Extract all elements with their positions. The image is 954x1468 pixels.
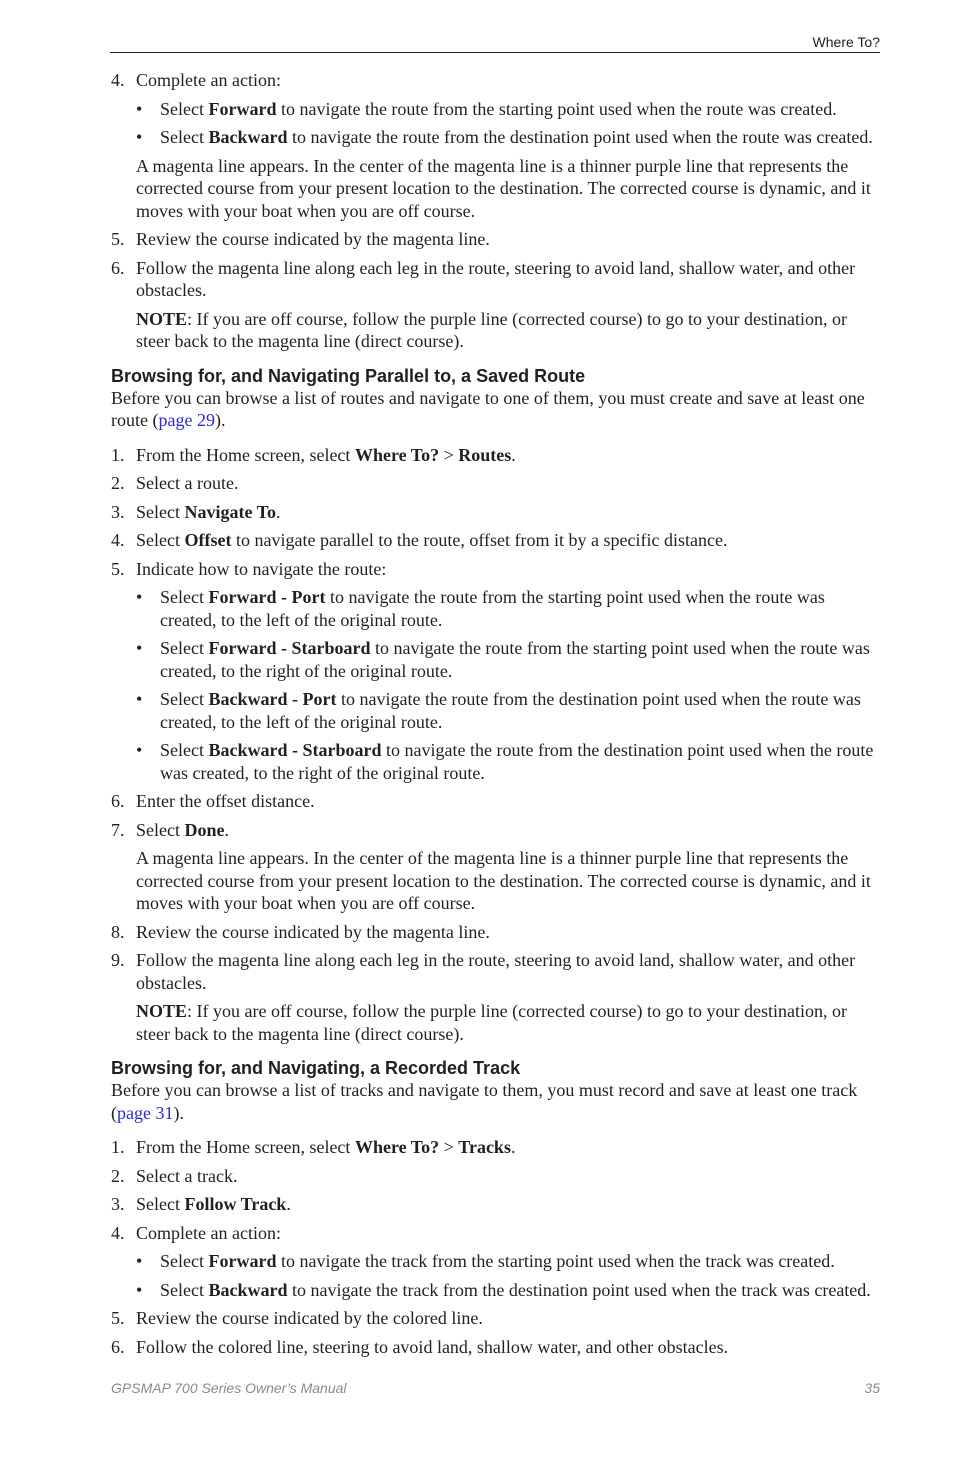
bullet-item [111, 1279, 881, 1302]
step-item [111, 921, 881, 944]
paragraph: A magenta line appears. In the center of the magenta line is a thinner purple line that represents the corrected course from your present location to the destination. The corrected course is dynamic, and it moves with your boat when you are off course. [136, 155, 871, 221]
step-number: 2. [111, 473, 125, 493]
step-text: Select a route. [136, 473, 239, 493]
step-number: 5. [111, 229, 125, 249]
bold-term: Tracks [458, 1137, 511, 1157]
step-text: Complete an action: [136, 1222, 281, 1243]
note-paragraph [111, 308, 881, 353]
step-text: to navigate parallel to the route, offset from it by a specific distance. [231, 530, 728, 550]
bullet-text: Select [160, 587, 209, 607]
step-text: Select a track. [136, 1165, 238, 1186]
section-intro [111, 387, 881, 432]
bold-term: Forward - Starboard [208, 638, 371, 658]
step-item [111, 472, 881, 495]
step-number: 6. [111, 791, 125, 811]
bullet-text: to navigate the track from the starting point used when the track was created. [276, 1251, 835, 1271]
step-text: Select [136, 530, 185, 550]
bold-term: Backward [208, 127, 288, 147]
bullet-text: to navigate the track from the destination point used when the track was created. [287, 1279, 871, 1300]
footer-page-number: 35 [864, 1380, 880, 1396]
bullet-text: to navigate the route from the starting point used when the route was created, to the right of the original route. [160, 638, 870, 681]
step-item [111, 1222, 881, 1245]
bullet-item [111, 739, 881, 784]
step-item [111, 1336, 881, 1359]
step-item [111, 1307, 881, 1330]
bullet-text: Select [160, 689, 209, 709]
step-number: 9. [111, 950, 125, 970]
bullet-item [111, 126, 881, 149]
step-text: Select [136, 1194, 185, 1214]
bullet-mark: • [136, 98, 143, 119]
step-number: 6. [111, 1336, 125, 1357]
header-rule [110, 52, 880, 53]
bullet-text: Select [160, 740, 209, 760]
bullet-item [111, 586, 881, 631]
section-heading: Browsing for, and Navigating Parallel to, a Saved Route [111, 365, 586, 386]
section-heading: Browsing for, and Navigating, a Recorded Track [111, 1058, 521, 1078]
bullet-text: Select [160, 1251, 209, 1271]
bullet-text: to navigate the route from the destination point used when the route was created. [287, 127, 873, 147]
note-label: NOTE [136, 308, 188, 329]
step-text: > [439, 1137, 459, 1157]
step-number: 1. [111, 444, 125, 465]
step-item [111, 444, 881, 467]
step-number: 3. [111, 501, 125, 522]
bullet-text: to navigate the route from the starting point used when the route was created, to the left of the original route. [160, 587, 825, 630]
step-number: 4. [111, 530, 125, 550]
step-text: From the Home screen, select [136, 444, 355, 465]
bold-term: Forward [208, 98, 277, 119]
step-text: > [439, 444, 459, 465]
bold-term: Forward - Port [208, 587, 326, 607]
step-item [111, 1136, 881, 1159]
bold-term: Routes [458, 444, 512, 465]
step-item [111, 257, 881, 302]
intro-text: ). [173, 1102, 184, 1123]
intro-text: Before you can browse a list of routes and navigate to one of them, you must create and save at least one route ( [111, 387, 865, 430]
step-item [111, 529, 881, 552]
bullet-text: to navigate the route from the destination point used when the route was created, to the right of the original route. [160, 740, 874, 783]
bold-term: Done [184, 819, 225, 840]
note-paragraph [111, 1000, 881, 1045]
bold-term: Forward [208, 1251, 277, 1271]
step-number: 8. [111, 921, 125, 942]
page-link[interactable]: page 31 [117, 1102, 174, 1123]
step-text: Follow the magenta line along each leg in the route, steering to avoid land, shallow water, and other obstacles. [136, 950, 856, 993]
step-item [111, 949, 881, 994]
note-text: : If you are off course, follow the purple line (corrected course) to go to your destination, or steer back to the magenta line (direct course). [136, 1001, 847, 1044]
bold-term: Backward - Starboard [208, 740, 382, 760]
step-text: Follow the colored line, steering to avoid land, shallow water, and other obstacles. [136, 1336, 729, 1357]
step-number: 2. [111, 1165, 125, 1186]
bold-term: Where To? [354, 444, 440, 465]
bold-term: Offset [184, 530, 232, 550]
footer-manual-title: GPSMAP 700 Series Owner’s Manual [111, 1380, 347, 1396]
bullet-item [111, 637, 881, 682]
bullet-text: Select [160, 638, 209, 658]
bullet-text: to navigate the route from the starting point used when the route was created. [276, 98, 837, 119]
bullet-mark: • [136, 638, 143, 658]
page-content [111, 69, 881, 1364]
bold-term: Backward - Port [208, 689, 337, 709]
intro-text: ). [214, 410, 226, 430]
step-text: Follow the magenta line along each leg in the route, steering to avoid land, shallow water, and other obstacles. [136, 257, 856, 300]
step-text: Review the course indicated by the colored line. [136, 1308, 483, 1328]
step-number: 3. [111, 1194, 125, 1214]
bold-term: Follow Track [184, 1194, 287, 1214]
bullet-mark: • [136, 689, 143, 709]
intro-text: Before you can browse a list of tracks and navigate to them, you must record and save at least one track ( [111, 1080, 858, 1123]
bullet-text: to navigate the route from the destination point used when the route was created, to the left of the original route. [160, 689, 861, 732]
header-section-title: Where To? [812, 34, 880, 50]
bullet-item [111, 98, 881, 121]
bold-term: Backward [208, 1279, 288, 1300]
bullet-text: Select [160, 98, 209, 119]
bullet-mark: • [136, 1251, 143, 1271]
bullet-item [111, 688, 881, 733]
bullet-mark: • [136, 127, 143, 147]
step-text: . [286, 1194, 291, 1214]
step-text: Complete an action: [136, 70, 281, 90]
step-text: Select [136, 501, 185, 522]
step-number: 7. [111, 819, 125, 840]
step-text: Enter the offset distance. [136, 791, 315, 811]
step-item [111, 1193, 881, 1216]
bold-term: Where To? [354, 1137, 440, 1157]
step-text: . [510, 1137, 516, 1157]
step-item [111, 501, 881, 524]
step-item [111, 69, 881, 92]
step-item [111, 790, 881, 813]
step-number: 4. [111, 1222, 125, 1243]
step-number: 5. [111, 558, 125, 579]
section-intro [111, 1079, 881, 1124]
step-text: Review the course indicated by the magenta line. [136, 921, 490, 942]
paragraph: A magenta line appears. In the center of the magenta line is a thinner purple line that represents the corrected course from your present location to the destination. The corrected course is dynamic, and it moves with your boat when you are off course. [136, 848, 871, 913]
step-item [111, 1165, 881, 1188]
bullet-text: Select [160, 127, 209, 147]
bullet-mark: • [136, 1279, 143, 1300]
step-text: . [511, 444, 516, 465]
step-item [111, 228, 881, 251]
bullet-mark: • [136, 587, 143, 607]
step-item [111, 558, 881, 581]
step-number: 1. [111, 1137, 125, 1157]
bold-term: Navigate To [184, 501, 276, 522]
bullet-item [111, 1250, 881, 1273]
step-text: . [276, 501, 281, 522]
step-text: Review the course indicated by the magenta line. [136, 229, 490, 249]
note-text: : If you are off course, follow the purple line (corrected course) to go to your destination, or steer back to the magenta line (direct course). [136, 308, 847, 351]
step-number: 6. [111, 257, 125, 278]
step-item [111, 819, 881, 842]
page-link[interactable]: page 29 [158, 410, 215, 430]
bullet-mark: • [136, 740, 143, 760]
note-label: NOTE [136, 1001, 188, 1021]
step-text: Indicate how to navigate the route: [136, 558, 387, 579]
bullet-text: Select [160, 1279, 209, 1300]
step-text: From the Home screen, select [136, 1137, 355, 1157]
step-number: 5. [111, 1308, 125, 1328]
step-number: 4. [111, 70, 125, 90]
step-text: Select [136, 819, 185, 840]
step-text: . [224, 819, 229, 840]
